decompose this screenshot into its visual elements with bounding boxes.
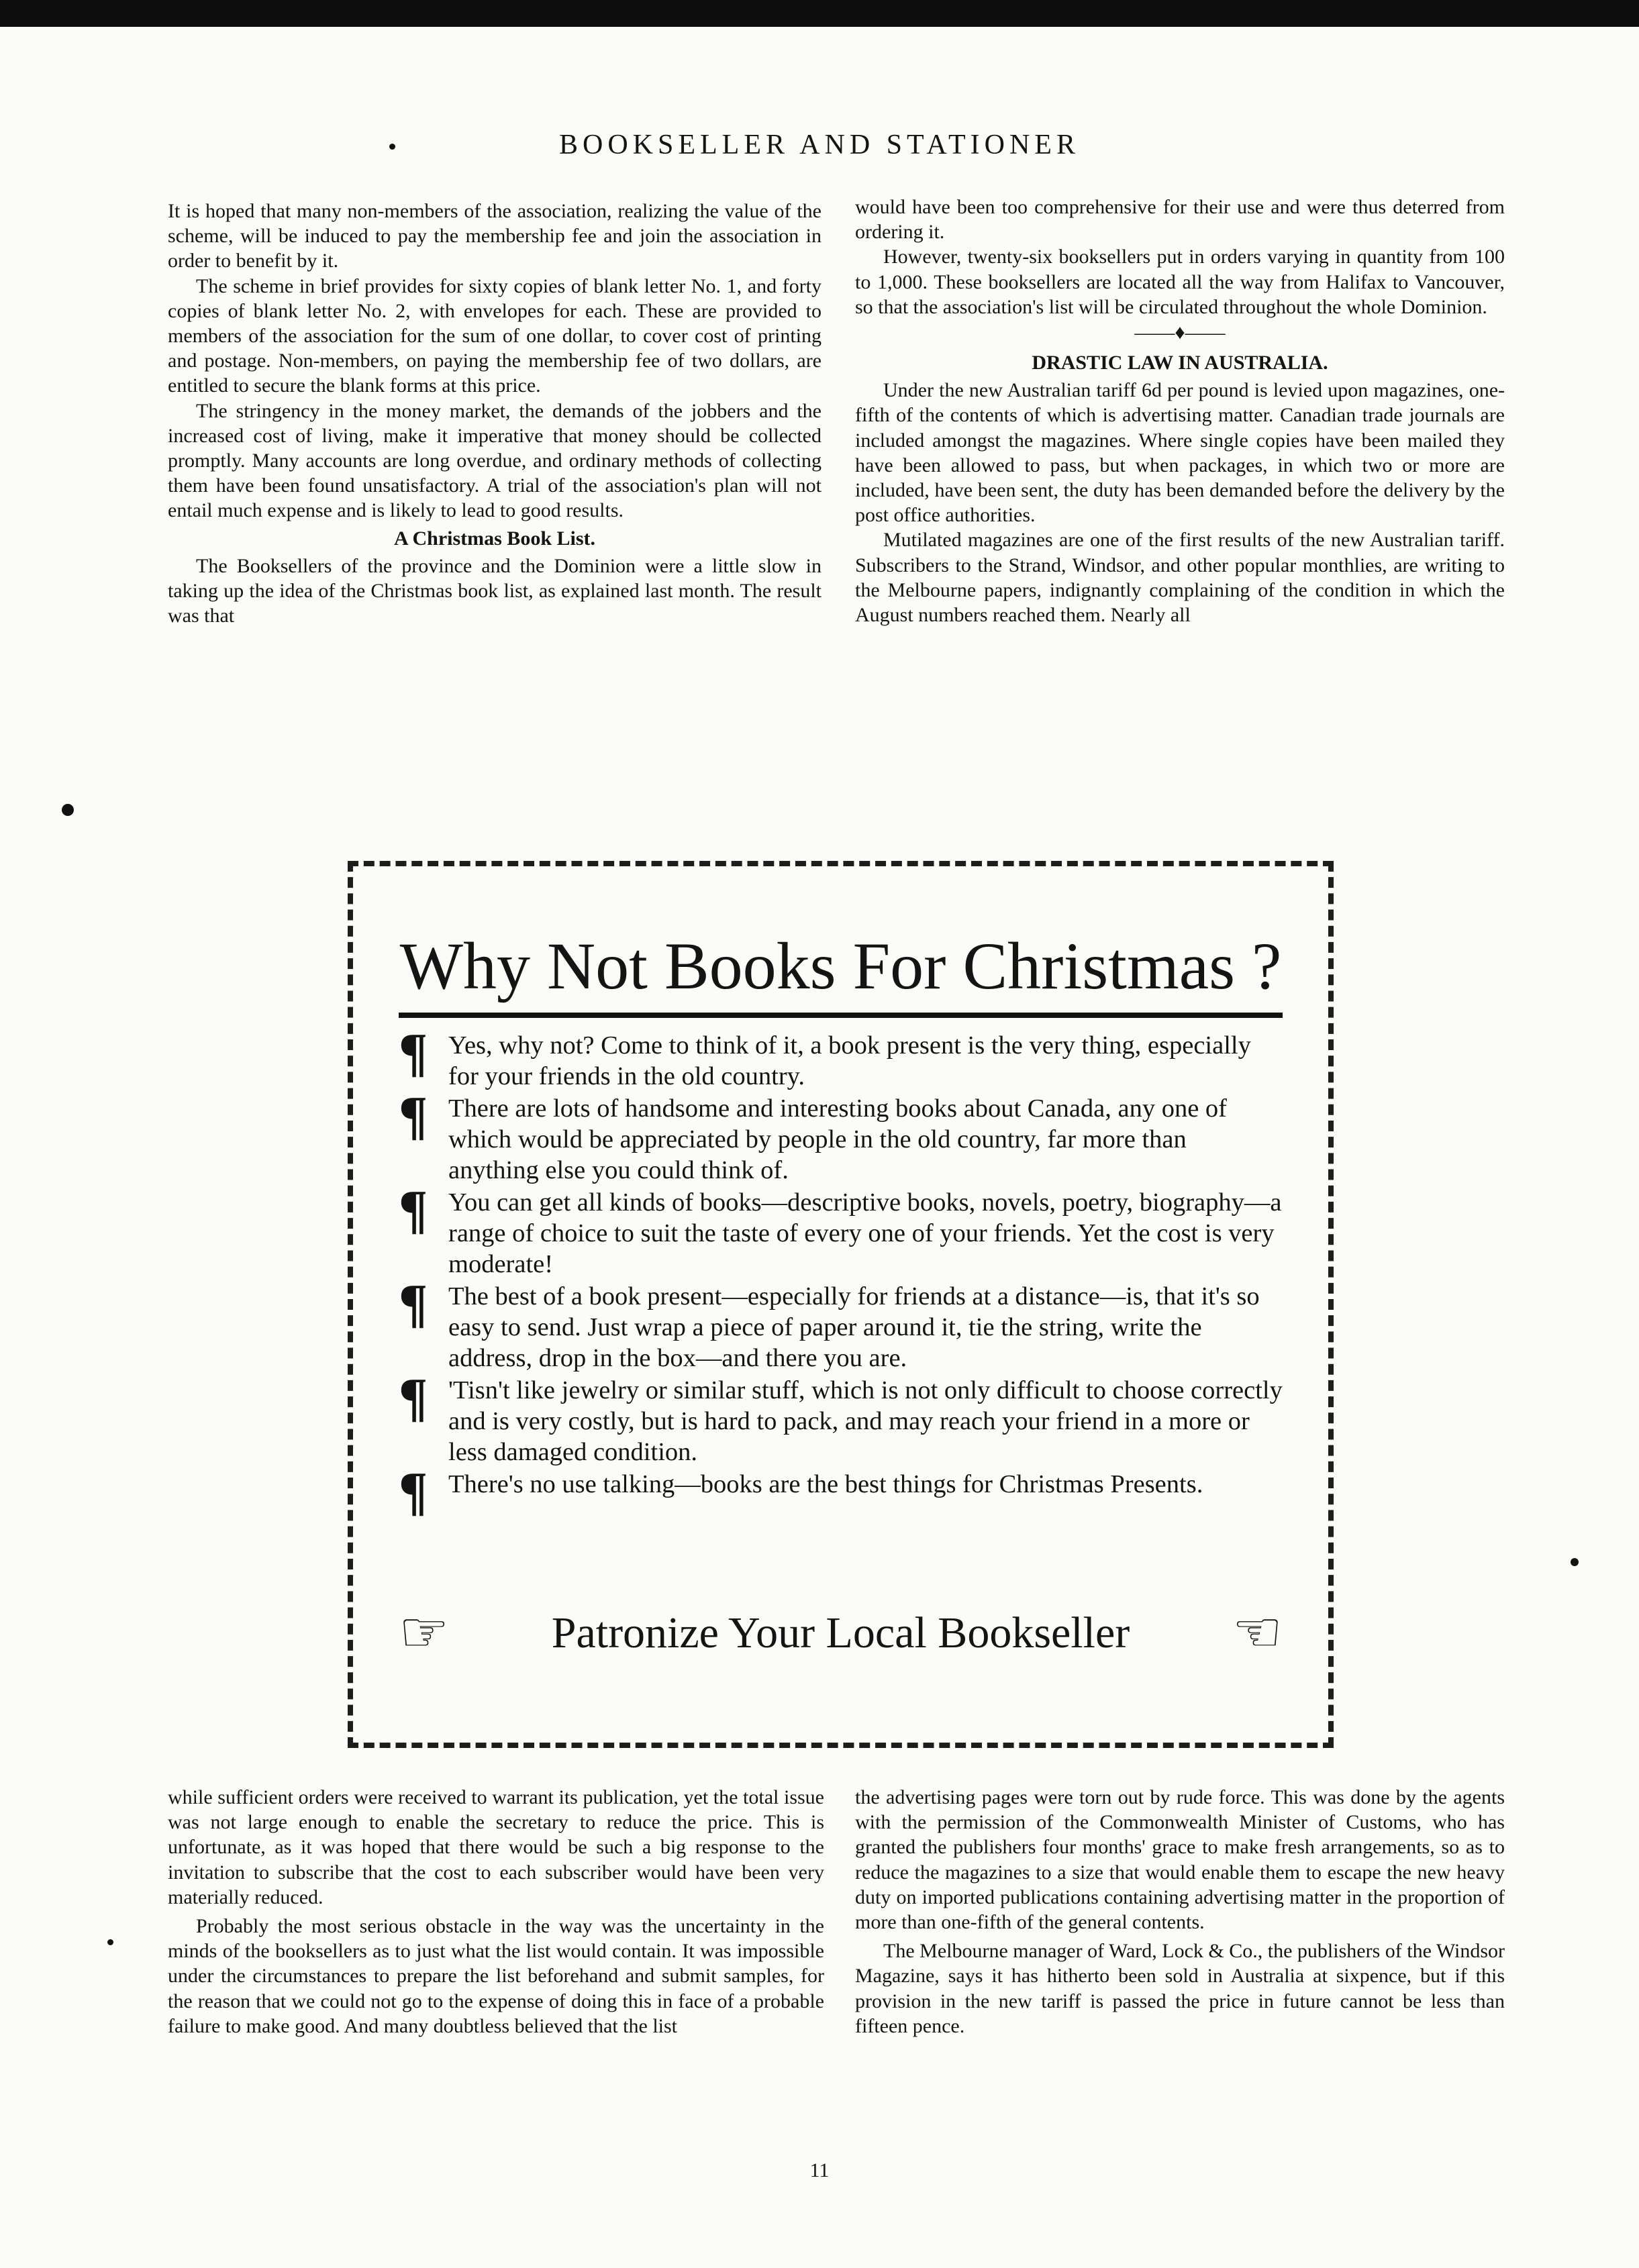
- ink-speck: [389, 144, 395, 150]
- paragraph: the advertising pages were torn out by rude force. This was done by the agents with the permission of the Commonwealth Minister of Customs, who has granted the publishers four months' grace to make fresh arrangements, so as to reduce the magazines to a size that would enable them to escape the new heavy duty on imported publications containing advertising matter in the proportion of more than one-fifth of the general contents.: [855, 1786, 1505, 1934]
- paragraph: The stringency in the money market, the demands of the jobbers and the increased cost of living, make it imperative that money should be collected promptly. Many accounts are long overdue, and ordinary methods of collecting them have been found unsatisfactory. A trial of the association's plan will not entail much expense and is likely to lead to good results.: [168, 399, 822, 522]
- ad-item-text: There are lots of handsome and interesting books about Canada, any one of which would be appreciated by people in the old country, far more than anything else you could think of.: [448, 1094, 1228, 1184]
- page-header: BOOKSELLER AND STATIONER: [559, 130, 1080, 160]
- paragraph: while sufficient orders were received to warrant its publication, yet the total issue was not large enough to enable the secretary to reduce the price. This is unfortunate, as it was hoped that there would be such a big response to the invitation to subscribe that the cost to each subscriber would have been very materially reduced.: [168, 1786, 824, 1908]
- ad-item: [399, 1086, 1283, 1186]
- ad-title: Why Not Books For Christmas ?: [399, 929, 1282, 1003]
- column-right-bottom: [855, 1785, 1505, 2039]
- paragraph: Mutilated magazines are one of the first results of the new Australian tariff. Subscribers to the Strand, Windsor, and other popular monthlies, are writing to the Melbourne papers, indignantly complaining of the condition in which the August numbers reached them. Nearly all: [855, 529, 1505, 627]
- ad-item-text: There's no use talking—books are the best things for Christmas Presents.: [448, 1470, 1203, 1498]
- christmas-books-advertisement: [348, 861, 1334, 1748]
- paragraph: However, twenty-six booksellers put in orders varying in quantity from 100 to 1,000. These booksellers are located all the way from Halifax to Vancouver, so that the association's list will be circulated throughout the whole Dominion.: [855, 246, 1505, 318]
- ink-speck: [107, 1939, 113, 1945]
- section-divider: ——♦——: [1134, 321, 1226, 344]
- ad-item-text: The best of a book present—especially for friends at a distance—is, that it's so easy to send. Just wrap a piece of paper around it, tie the string, write the address, drop in the box—and there you are.: [448, 1282, 1260, 1372]
- pilcrow-icon: ¶: [399, 1180, 428, 1239]
- pilcrow-icon: ¶: [399, 1462, 428, 1521]
- ad-item: [399, 1368, 1283, 1467]
- ad-item-text: Yes, why not? Come to think of it, a book present is the very thing, especially for your friends in the old country.: [448, 1031, 1251, 1090]
- pilcrow-icon: ¶: [399, 1368, 428, 1427]
- ink-speck: [62, 804, 74, 816]
- ad-footer-text: Patronize Your Local Bookseller: [551, 1608, 1130, 1657]
- column-left-bottom: [168, 1785, 824, 2039]
- pilcrow-icon: ¶: [399, 1274, 428, 1333]
- heading-drastic-law: DRASTIC LAW IN AUSTRALIA.: [1032, 352, 1328, 374]
- paragraph: The scheme in brief provides for sixty copies of blank letter No. 1, and forty copies of blank letter No. 2, with envelopes for each. These are provided to members of the association for the sum of one dollar, to cover cost of printing and postage. Non-members, on paying the membership fee of two dollars, are entitled to secure the blank forms at this price.: [168, 274, 822, 397]
- ad-content: [399, 927, 1283, 1521]
- pilcrow-icon: ¶: [399, 1023, 428, 1082]
- ad-rule: [399, 1013, 1283, 1018]
- paragraph: Probably the most serious obstacle in the way was the uncertainty in the minds of the booksellers as to just what the list would contain. It was impossible under the circumstances to prepare the list beforehand and submit samples, for the reason that we could not go to the expense of doing this in face of a probable failure to make good. And many doubtless believed that the list: [168, 1915, 824, 2037]
- pointing-hand-right-icon: ☞: [399, 1602, 450, 1664]
- page-number: 11: [809, 2159, 830, 2181]
- column-right-top: [855, 195, 1505, 627]
- ad-item-text: 'Tisn't like jewelry or similar stuff, which is not only difficult to choose correctly and is very costly, but is hard to pack, and may reach your friend in a more or less damaged condition.: [448, 1376, 1283, 1466]
- top-border-bar: [0, 0, 1639, 27]
- ad-item: [399, 1180, 1283, 1280]
- paragraph: The Melbourne manager of Ward, Lock & Co., the publishers of the Windsor Magazine, says it has hitherto been sold in Australia at sixpence, but if this provision in the new tariff is passed the price in future cannot be less than fifteen pence.: [855, 1940, 1505, 2037]
- pilcrow-icon: ¶: [399, 1086, 428, 1145]
- paragraph: Under the new Australian tariff 6d per pound is levied upon magazines, one-fifth of the contents of which is advertising matter. Canadian trade journals are included amongst the magazines. Where single copies have been mailed they have been allowed to pass, but when packages, in which two or more are included, have been sent, the duty has been demanded before the delivery by the post office authorities.: [855, 379, 1505, 527]
- ink-speck: [1571, 1558, 1579, 1566]
- ad-item: [399, 1023, 1283, 1092]
- ad-item: [399, 1462, 1283, 1521]
- subheading-christmas-book-list: A Christmas Book List.: [393, 527, 596, 550]
- paragraph: The Booksellers of the province and the Dominion were a little slow in taking up the idea of the Christmas book list, as explained last month. The result was that: [168, 554, 822, 627]
- pointing-hand-left-icon: ☜: [1232, 1602, 1283, 1664]
- ad-item-text: You can get all kinds of books—descriptive books, novels, poetry, biography—a range of choice to suit the taste of every one of your friends. Yet the cost is very moderate!: [448, 1188, 1282, 1278]
- paragraph: It is hoped that many non-members of the association, realizing the value of the scheme, will be induced to pay the membership fee and join the association in order to benefit by it.: [168, 200, 822, 272]
- ad-item: [399, 1274, 1283, 1374]
- paragraph: would have been too comprehensive for their use and were thus deterred from ordering it.: [855, 196, 1505, 244]
- column-left-top: [168, 199, 822, 628]
- ad-footer: [399, 1603, 1283, 1663]
